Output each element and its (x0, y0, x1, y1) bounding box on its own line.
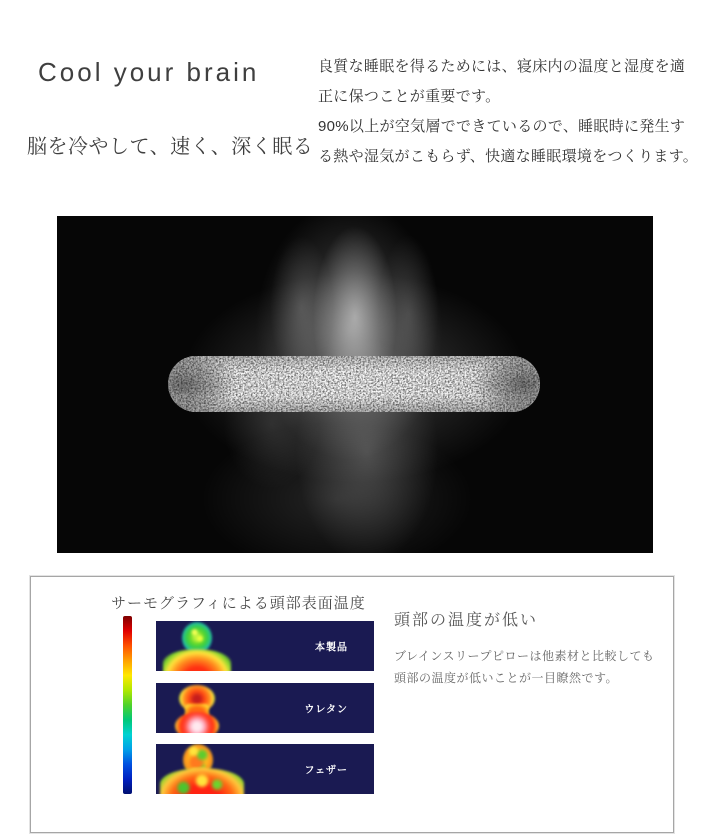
page-subtitle: 脳を冷やして、速く、深く眠る (27, 136, 314, 158)
intro-line: 良質な睡眠を得るためには、寝床内の温度と湿度を適 (318, 58, 686, 75)
intro-line: 正に保つことが重要です。 (318, 88, 501, 105)
thermal-body-product (163, 649, 231, 671)
thermo-panel (156, 621, 374, 671)
thermo-panel-label: 本製品 (315, 642, 348, 654)
thermal-body-urethane (175, 712, 219, 733)
result-heading: 頭部の温度が低い (394, 612, 539, 629)
thermo-panel-label: ウレタン (304, 704, 348, 716)
thermo-panel (156, 744, 374, 794)
pillow-steam-photo (57, 216, 653, 553)
thermo-scale-bar (123, 616, 132, 794)
result-line: 頭部の温度が低いことが一目瞭然です。 (394, 671, 619, 685)
intro-line: る熱や湿気がこもらず、快適な睡眠環境をつくります。 (318, 148, 699, 165)
pillow-core-image (168, 355, 540, 413)
thermography-section (30, 576, 674, 833)
thermo-panel (156, 683, 374, 733)
result-body (394, 645, 654, 689)
result-line: ブレインスリープピローは他素材と比較しても (394, 649, 655, 663)
intro-line: 90%以上が空気層でできているので、睡眠時に発生す (318, 118, 686, 135)
thermo-panel-label: フェザー (304, 765, 348, 777)
thermography-title: サーモグラフィによる頭部表面温度 (111, 595, 366, 612)
page-title: Cool your brain (38, 57, 260, 87)
thermal-body-feather (160, 768, 244, 794)
intro-paragraph (318, 52, 699, 172)
